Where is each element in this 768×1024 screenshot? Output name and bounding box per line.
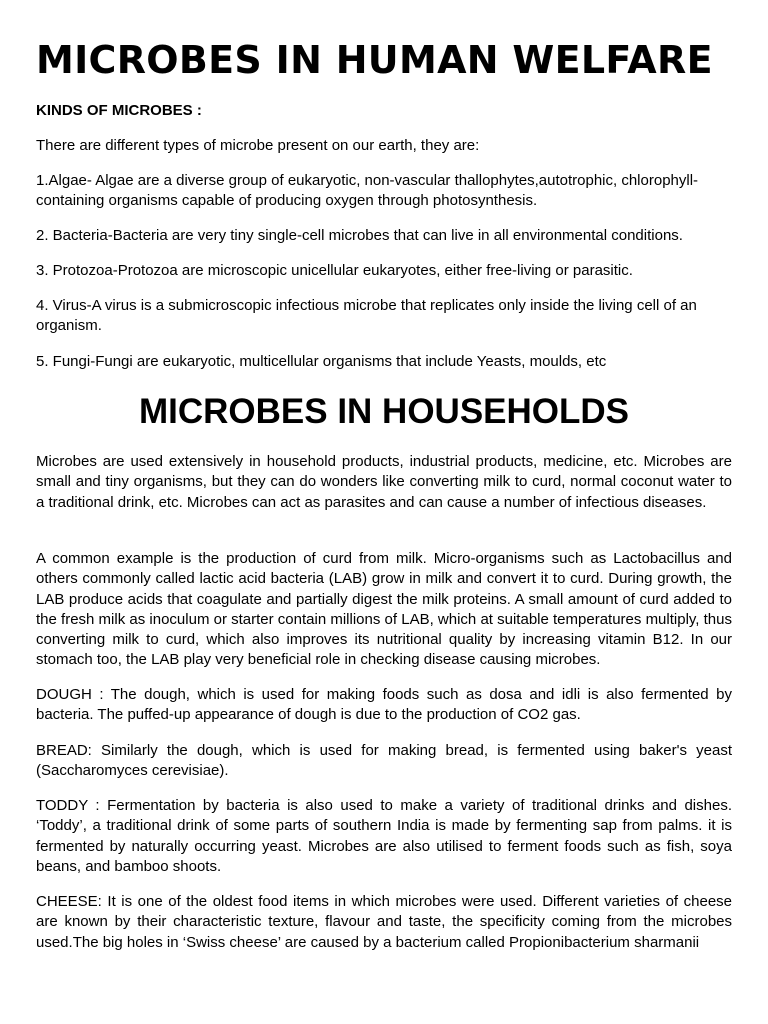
curd-paragraph: A common example is the production of curd from milk. Micro-organisms such as Lactobacillus and others commonly called lactic acid bacteria (LAB) grow in milk and convert it to curd. During growth, the LAB produce acids that coagulate and partially digest the milk proteins. A small amount of curd added to the fresh milk as inoculum or starter contain millions of LAB, which at suitable temperatures multiply, thus converting milk to curd, which also improves its nutritional quality by increasing vitamin B12. In our stomach too, the LAB play very beneficial role in checking disease causing microbes. (36, 550, 732, 669)
intro-paragraph: There are different types of microbe present on our earth, they are: (36, 137, 480, 154)
kind-fungi: 5. Fungi-Fungi are eukaryotic, multicellular organisms that include Yeasts, moulds, etc (36, 353, 607, 370)
households-heading: MICROBES IN HOUSEHOLDS (138, 392, 630, 431)
toddy-paragraph: TODDY : Fermentation by bacteria is also used to make a variety of traditional drinks and dishes. ‘Toddy’, a traditional drink of some parts of southern India is made by fermenting sap from palms. it is fermented by naturally occurring yeast. Microbes are also utilised to ferment foods such as fish, soya beans, and bamboo shoots. (36, 797, 732, 875)
bread-paragraph: BREAD: Similarly the dough, which is used for making bread, is fermented using baker's yeast (Saccharomyces cerevisiae). (36, 742, 732, 780)
kind-protozoa: 3. Protozoa-Protozoa are microscopic unicellular eukaryotes, either free-living or parasitic. (36, 262, 633, 279)
page-title: MICROBES IN HUMAN WELFARE (36, 38, 713, 82)
kind-algae: 1.Algae- Algae are a diverse group of eukaryotic, non-vascular thallophytes,autotrophic, chlorophyll-containing organisms capable of producing oxygen through photosynthesis. (36, 172, 699, 210)
cheese-paragraph: CHEESE: It is one of the oldest food items in which microbes were used. Different varieties of cheese are known by their characteristic texture, flavour and taste, the specificity coming from the microbes used.The big holes in ‘Swiss cheese’ are caused by a bacterium called Propionibacterium sharmanii (36, 893, 732, 951)
households-paragraph: Microbes are used extensively in household products, industrial products, medicine, etc. Microbes are small and tiny organisms, but they can do wonders like converting milk to curd, normal coconut water to a traditional drink, etc. Microbes can act as parasites and can cause a number of infectious diseases. (36, 453, 732, 511)
kind-bacteria: 2. Bacteria-Bacteria are very tiny single-cell microbes that can live in all environmental conditions. (36, 227, 683, 244)
kinds-heading: KINDS OF MICROBES : (36, 102, 202, 119)
kind-virus: 4. Virus-A virus is a submicroscopic infectious microbe that replicates only inside the living cell of an organism. (36, 297, 697, 335)
dough-paragraph: DOUGH : The dough, which is used for making foods such as dosa and idli is also fermented by bacteria. The puffed-up appearance of dough is due to the production of CO2 gas. (36, 686, 732, 724)
